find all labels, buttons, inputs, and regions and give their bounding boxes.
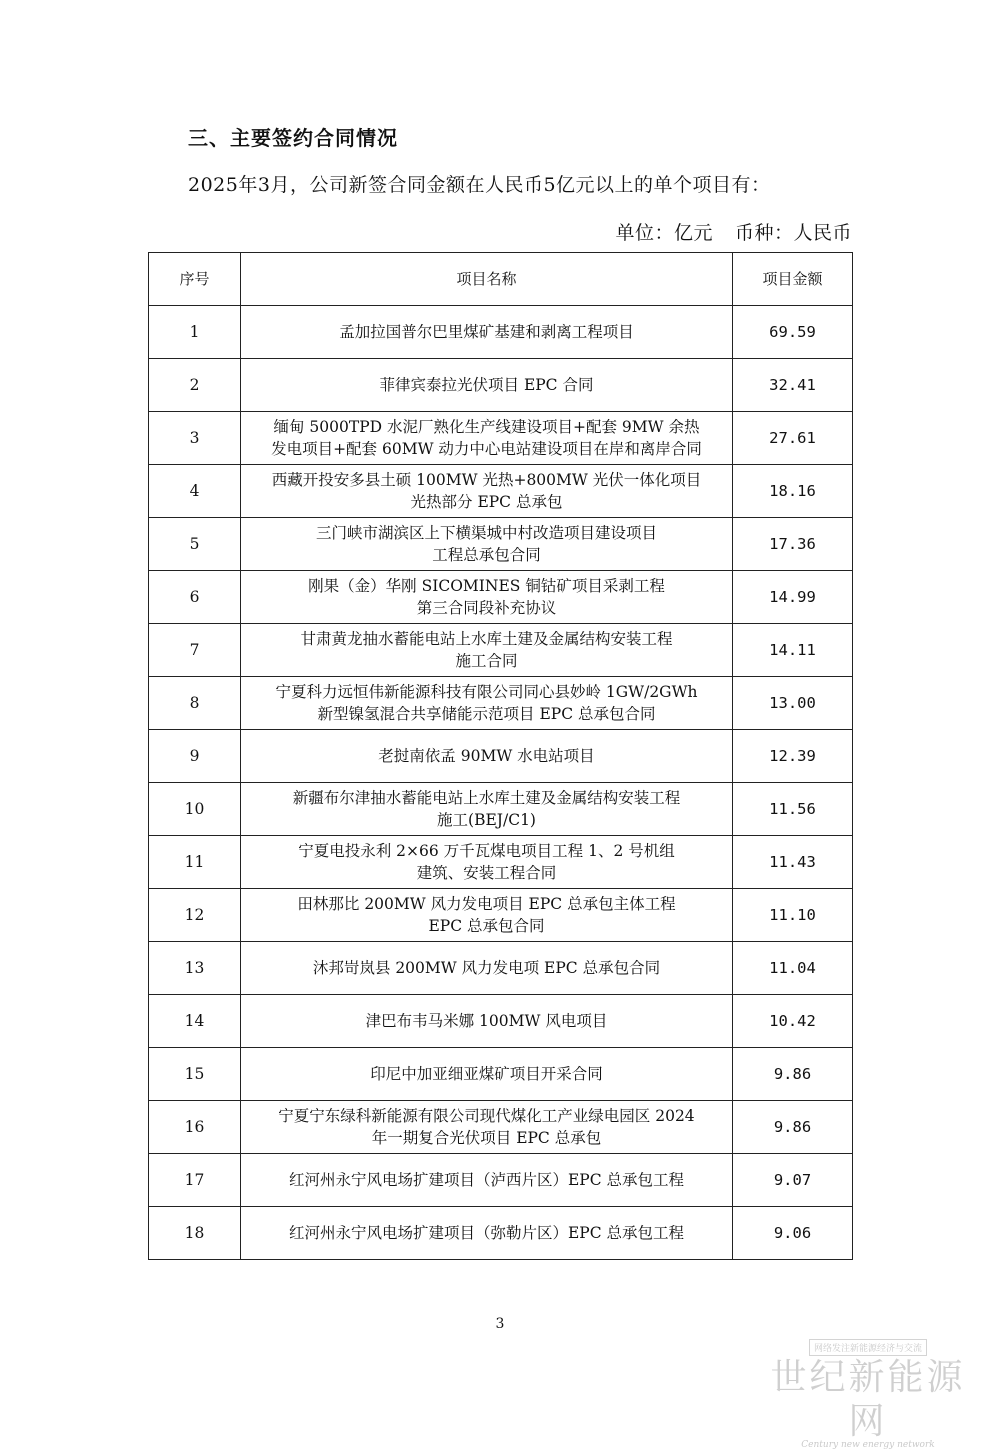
project-name-line: 施工(BEJ/C1) xyxy=(437,811,536,829)
row-index: 12 xyxy=(149,889,241,942)
row-project-name xyxy=(241,306,733,359)
row-index: 4 xyxy=(149,465,241,518)
table-row xyxy=(149,1048,853,1101)
row-index: 16 xyxy=(149,1101,241,1154)
project-name-line: 孟加拉国普尔巴里煤矿基建和剥离工程项目 xyxy=(339,323,634,341)
header-amount: 项目金额 xyxy=(733,253,853,306)
row-amount: 9.86 xyxy=(733,1048,853,1101)
row-amount: 13.00 xyxy=(733,677,853,730)
project-name-line: 菲律宾泰拉光伏项目 EPC 合同 xyxy=(379,376,594,394)
row-project-name xyxy=(241,571,733,624)
table-row xyxy=(149,518,853,571)
project-name-line: 红河州永宁风电场扩建项目（弥勒片区）EPC 总承包工程 xyxy=(288,1224,685,1242)
currency-label: 币种：人民币 xyxy=(734,222,852,244)
intro-paragraph: 2025年3月，公司新签合同金额在人民币5亿元以上的单个项目有： xyxy=(188,174,771,196)
project-name-line: 老挝南依孟 90MW 水电站项目 xyxy=(378,747,595,765)
project-name-line: 宁夏宁东绿科新能源有限公司现代煤化工产业绿电园区 2024 xyxy=(278,1107,695,1125)
row-project-name xyxy=(241,730,733,783)
watermark-tagline: 网络发注新能源经济与交流 xyxy=(809,1339,927,1356)
row-amount: 11.56 xyxy=(733,783,853,836)
table-body xyxy=(149,306,853,1260)
unit-line xyxy=(615,218,852,245)
project-name-line: 甘肃黄龙抽水蓄能电站上水库土建及金属结构安装工程 xyxy=(300,630,673,648)
row-index: 2 xyxy=(149,359,241,412)
unit-label: 单位：亿元 xyxy=(615,222,713,244)
row-amount: 9.07 xyxy=(733,1154,853,1207)
header-index: 序号 xyxy=(149,253,241,306)
row-amount: 27.61 xyxy=(733,412,853,465)
project-name-line: 工程总承包合同 xyxy=(432,546,541,564)
table-row xyxy=(149,306,853,359)
row-amount: 9.06 xyxy=(733,1207,853,1260)
row-amount: 11.10 xyxy=(733,889,853,942)
row-index: 10 xyxy=(149,783,241,836)
project-name-line: 发电项目+配套 60MW 动力中心电站建设项目在岸和离岸合同 xyxy=(271,440,702,458)
table-row xyxy=(149,359,853,412)
table-row xyxy=(149,624,853,677)
watermark-logo xyxy=(758,1336,978,1450)
project-name-line: 光热部分 EPC 总承包 xyxy=(410,493,563,511)
table-row xyxy=(149,677,853,730)
project-name-line: 田林那比 200MW 风力发电项目 EPC 总承包主体工程 xyxy=(297,895,676,913)
project-name-line: 印尼中加亚细亚煤矿项目开采合同 xyxy=(370,1065,603,1083)
table-row xyxy=(149,995,853,1048)
project-name-line: 宁夏电投永利 2×66 万千瓦煤电项目工程 1、2 号机组 xyxy=(298,842,675,860)
row-project-name xyxy=(241,1048,733,1101)
row-project-name xyxy=(241,624,733,677)
row-project-name xyxy=(241,783,733,836)
project-name-line: 西藏开投安多县土硕 100MW 光热+800MW 光伏一体化项目 xyxy=(271,471,702,489)
project-name-line: 第三合同段补充协议 xyxy=(416,599,557,617)
row-project-name xyxy=(241,1101,733,1154)
row-amount: 11.04 xyxy=(733,942,853,995)
row-project-name xyxy=(241,412,733,465)
row-amount: 14.11 xyxy=(733,624,853,677)
row-index: 14 xyxy=(149,995,241,1048)
project-name-line: 缅甸 5000TPD 水泥厂熟化生产线建设项目+配套 9MW 余热 xyxy=(273,418,700,436)
section-title: 三、主要签约合同情况 xyxy=(188,126,398,150)
project-name-line: 新疆布尔津抽水蓄能电站上水库土建及金属结构安装工程 xyxy=(292,789,681,807)
row-index: 7 xyxy=(149,624,241,677)
row-index: 17 xyxy=(149,1154,241,1207)
table-row xyxy=(149,412,853,465)
project-name-line: 新型镍氢混合共享储能示范项目 EPC 总承包合同 xyxy=(317,705,656,723)
row-project-name xyxy=(241,995,733,1048)
watermark-name: 世纪新能源网 xyxy=(770,1357,966,1442)
table-row xyxy=(149,942,853,995)
row-index: 9 xyxy=(149,730,241,783)
table-row xyxy=(149,730,853,783)
project-name-line: 红河州永宁风电场扩建项目（泸西片区）EPC 总承包工程 xyxy=(288,1171,685,1189)
row-project-name xyxy=(241,465,733,518)
row-amount: 18.16 xyxy=(733,465,853,518)
row-project-name xyxy=(241,836,733,889)
row-project-name xyxy=(241,677,733,730)
row-index: 3 xyxy=(149,412,241,465)
project-name-line: 沐邦岢岚县 200MW 风力发电项 EPC 总承包合同 xyxy=(312,959,661,977)
row-amount: 9.86 xyxy=(733,1101,853,1154)
project-name-line: 年一期复合光伏项目 EPC 总承包 xyxy=(371,1129,602,1147)
row-project-name xyxy=(241,518,733,571)
table-row xyxy=(149,1101,853,1154)
row-project-name xyxy=(241,942,733,995)
page-number: 3 xyxy=(495,1316,505,1332)
row-project-name xyxy=(241,1207,733,1260)
project-name-line: 三门峡市湖滨区上下横渠城中村改造项目建设项目 xyxy=(315,524,657,542)
row-amount: 69.59 xyxy=(733,306,853,359)
row-project-name xyxy=(241,359,733,412)
row-index: 11 xyxy=(149,836,241,889)
row-index: 13 xyxy=(149,942,241,995)
row-amount: 11.43 xyxy=(733,836,853,889)
row-index: 5 xyxy=(149,518,241,571)
project-name-line: 施工合同 xyxy=(455,652,518,670)
watermark-english: Century new energy network xyxy=(801,1440,935,1450)
row-project-name xyxy=(241,889,733,942)
row-amount: 17.36 xyxy=(733,518,853,571)
project-name-line: EPC 总承包合同 xyxy=(428,917,545,935)
table-row xyxy=(149,889,853,942)
table-row xyxy=(149,571,853,624)
table-row xyxy=(149,1154,853,1207)
row-amount: 14.99 xyxy=(733,571,853,624)
row-project-name xyxy=(241,1154,733,1207)
contracts-table xyxy=(148,252,853,1260)
row-index: 18 xyxy=(149,1207,241,1260)
row-amount: 12.39 xyxy=(733,730,853,783)
row-index: 6 xyxy=(149,571,241,624)
row-amount: 32.41 xyxy=(733,359,853,412)
project-name-line: 津巴布韦马米娜 100MW 风电项目 xyxy=(365,1012,608,1030)
table-row xyxy=(149,1207,853,1260)
project-name-line: 刚果（金）华刚 SICOMINES 铜钴矿项目采剥工程 xyxy=(308,577,665,595)
row-index: 15 xyxy=(149,1048,241,1101)
table-row xyxy=(149,783,853,836)
table-row xyxy=(149,465,853,518)
project-name-line: 建筑、安装工程合同 xyxy=(416,864,557,882)
header-project-name: 项目名称 xyxy=(241,253,733,306)
project-name-line: 宁夏科力远恒伟新能源科技有限公司同心县妙岭 1GW/2GWh xyxy=(275,683,698,701)
table-header-row xyxy=(149,253,853,306)
row-amount: 10.42 xyxy=(733,995,853,1048)
row-index: 8 xyxy=(149,677,241,730)
row-index: 1 xyxy=(149,306,241,359)
table-row xyxy=(149,836,853,889)
